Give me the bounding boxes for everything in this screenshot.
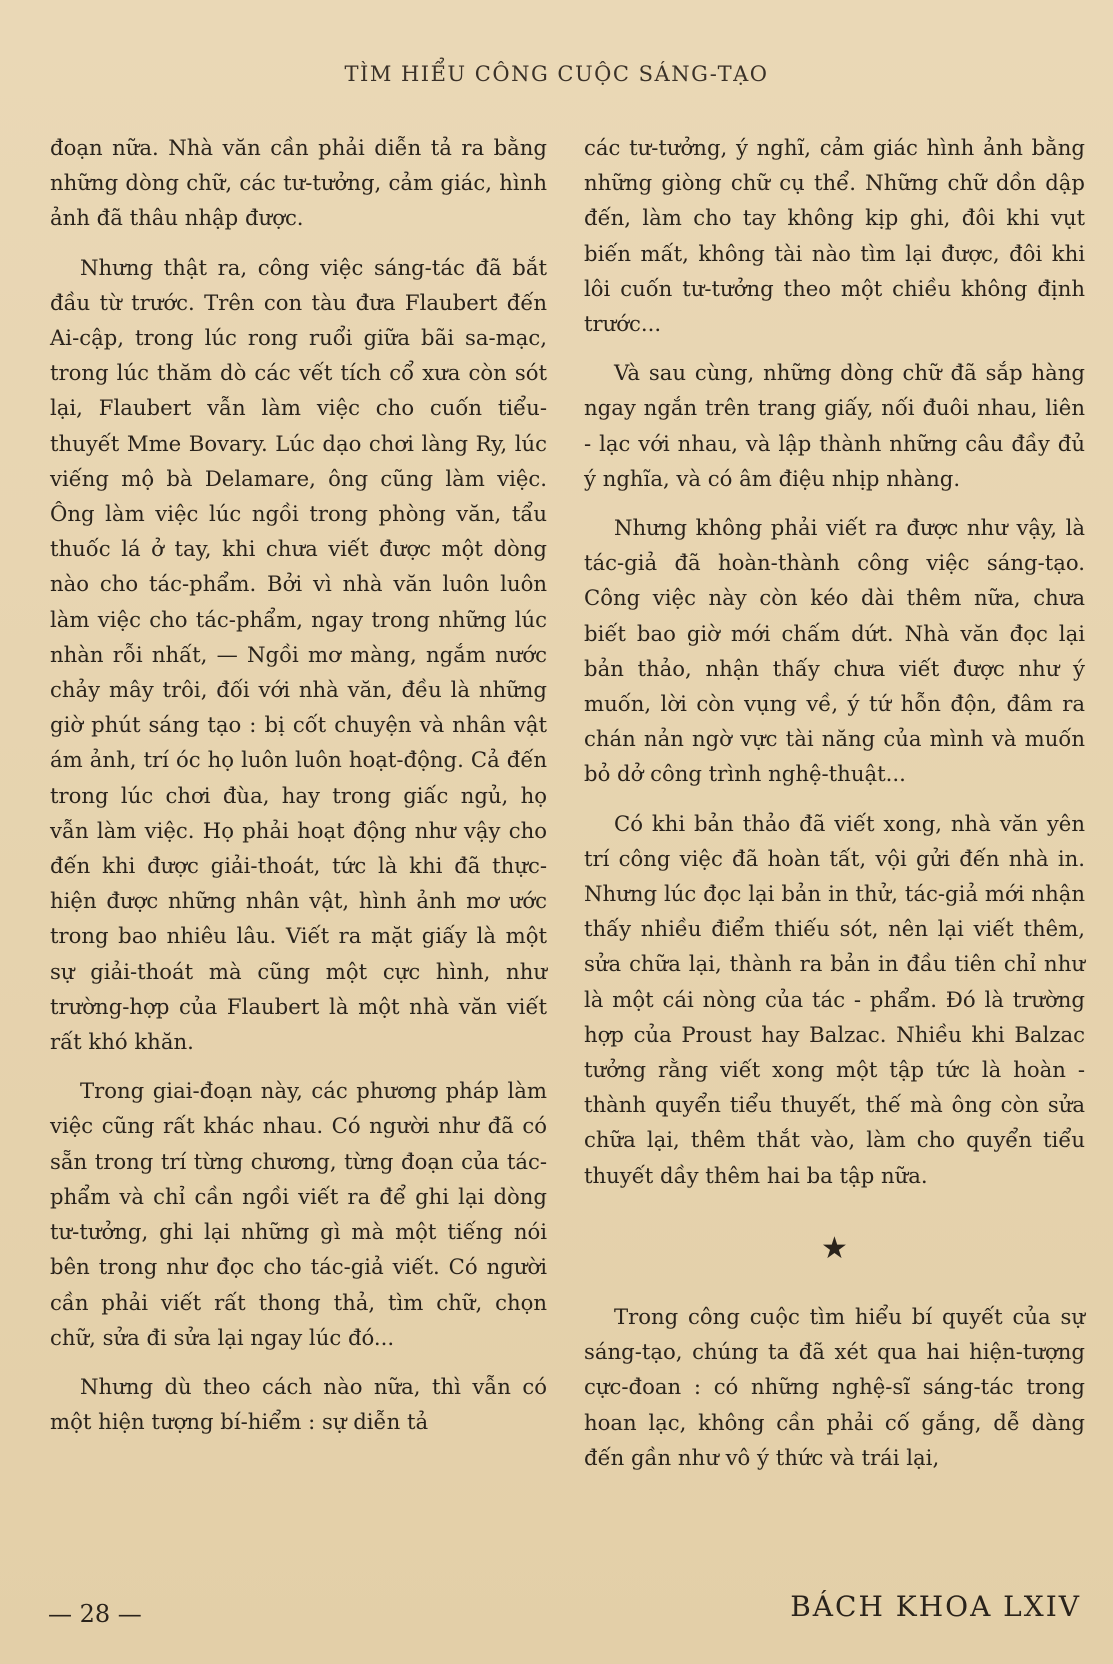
paragraph: Trong giai-đoạn này, các phương pháp làm việc cũng rất khác nhau. Có người như đã có sẵn trong trí từng chương, từng đoạn của tác-phẩm và chỉ cần ngồi viết ra để ghi lại dòng tư-tưởng, ghi lại những gì mà một tiếng nói bên trong như đọc cho tác-giả viết. Có người cần phải viết rất thong thả, tìm chữ, chọn chữ, sửa đi sửa lại ngay lúc đó...: [50, 1078, 547, 1350]
left-column: [50, 130, 547, 1439]
page-number: — 28 —: [48, 1600, 142, 1628]
right-column: [584, 130, 1085, 1475]
paragraph: Trong công cuộc tìm hiểu bí quyết của sự sáng-tạo, chúng ta đã xét qua hai hiện-tượng cực-đoan : có những nghệ-sĩ sáng-tác trong hoan lạc, không cần phải cố gắng, dễ dàng đến gần như vô ý thức và trái lại,: [584, 1303, 1085, 1470]
paragraph: các tư-tưởng, ý nghĩ, cảm giác hình ảnh bằng những giòng chữ cụ thể. Những chữ dồn dập đến, làm cho tay không kịp ghi, đôi khi vụt biến mất, không tài nào tìm lại được, đôi khi lôi cuốn tư-tưởng theo một chiều không định trước...: [584, 135, 1085, 337]
journal-issue: BÁCH KHOA LXIV: [790, 1590, 1081, 1623]
running-title: TÌM HIỂU CÔNG CUỘC SÁNG-TẠO: [344, 62, 769, 86]
paragraph: Có khi bản thảo đã viết xong, nhà văn yên trí công việc đã hoàn tất, vội gửi đến nhà in. Nhưng lúc đọc lại bản in thử, tác-giả mới nhận thấy nhiều điểm thiếu sót, nên lại viết thêm, sửa chữa lại, thành ra bản in đầu tiên chỉ như là một cái nòng của tác - phẩm. Đó là trường hợp của Proust hay Balzac. Nhiều khi Balzac tưởng rằng viết xong một tập tức là hoàn - thành quyển tiểu thuyết, thế mà ông còn sửa chữa lại, thêm thắt vào, làm cho quyển tiểu thuyết dầy thêm hai ba tập nữa.: [584, 810, 1085, 1188]
paragraph: Nhưng dù theo cách nào nữa, thì vẫn có một hiện tượng bí-hiểm : sự diễn tả: [50, 1373, 547, 1435]
section-separator-star-icon: ★: [821, 1230, 848, 1266]
paragraph: Nhưng thật ra, công việc sáng-tác đã bắt đầu từ trước. Trên con tàu đưa Flaubert đến Ai-cập, trong lúc rong ruổi giữa bãi sa-mạc, trong lúc thăm dò các vết tích cổ xưa còn sót lại, Flaubert vẫn làm việc cho cuốn tiểu-thuyết Mme Bovary. Lúc dạo chơi làng Ry, lúc viếng mộ bà Delamare, ông cũng làm việc. Ông làm việc lúc ngồi trong phòng văn, tẩu thuốc lá ở tay, khi chưa viết được một dòng nào cho tác-phẩm. Bởi vì nhà văn luôn luôn làm việc cho tác-phẩm, ngay trong những lúc nhàn rỗi nhất, — Ngồi mơ màng, ngắm nước chảy mây trôi, đối với nhà văn, đều là những giờ phút sáng tạo : bị cốt chuyện và nhân vật ám ảnh, trí óc họ luôn luôn hoạt-động. Cả đến trong lúc chơi đùa, hay trong giấc ngủ, họ vẫn làm việc. Họ phải hoạt động như vậy cho đến khi được giải-thoát, tức là khi đã thực-hiện được những nhân vật, hình ảnh mơ ước trong bao nhiêu lâu. Viết ra mặt giấy là một sự giải-thoát mà cũng một cực hình, như trường-hợp của Flaubert là một nhà văn viết rất khó khăn.: [50, 254, 547, 1055]
paragraph: đoạn nữa. Nhà văn cần phải diễn tả ra bằng những dòng chữ, các tư-tưởng, cảm giác, hình ảnh đã thâu nhập được.: [50, 135, 547, 231]
paragraph: Nhưng không phải viết ra được như vậy, là tác-giả đã hoàn-thành công việc sáng-tạo. Công việc này còn kéo dài thêm nữa, chưa biết bao giờ mới chấm dứt. Nhà văn đọc lại bản thảo, nhận thấy chưa viết được như ý muốn, lời còn vụng về, ý tứ hỗn độn, đâm ra chán nản ngờ vực tài năng của mình và muốn bỏ dở công trình nghệ-thuật...: [584, 515, 1085, 787]
paragraph: Và sau cùng, những dòng chữ đã sắp hàng ngay ngắn trên trang giấy, nối đuôi nhau, liên - lạc với nhau, và lập thành những câu đầy đủ ý nghĩa, và có âm điệu nhịp nhàng.: [584, 360, 1085, 491]
